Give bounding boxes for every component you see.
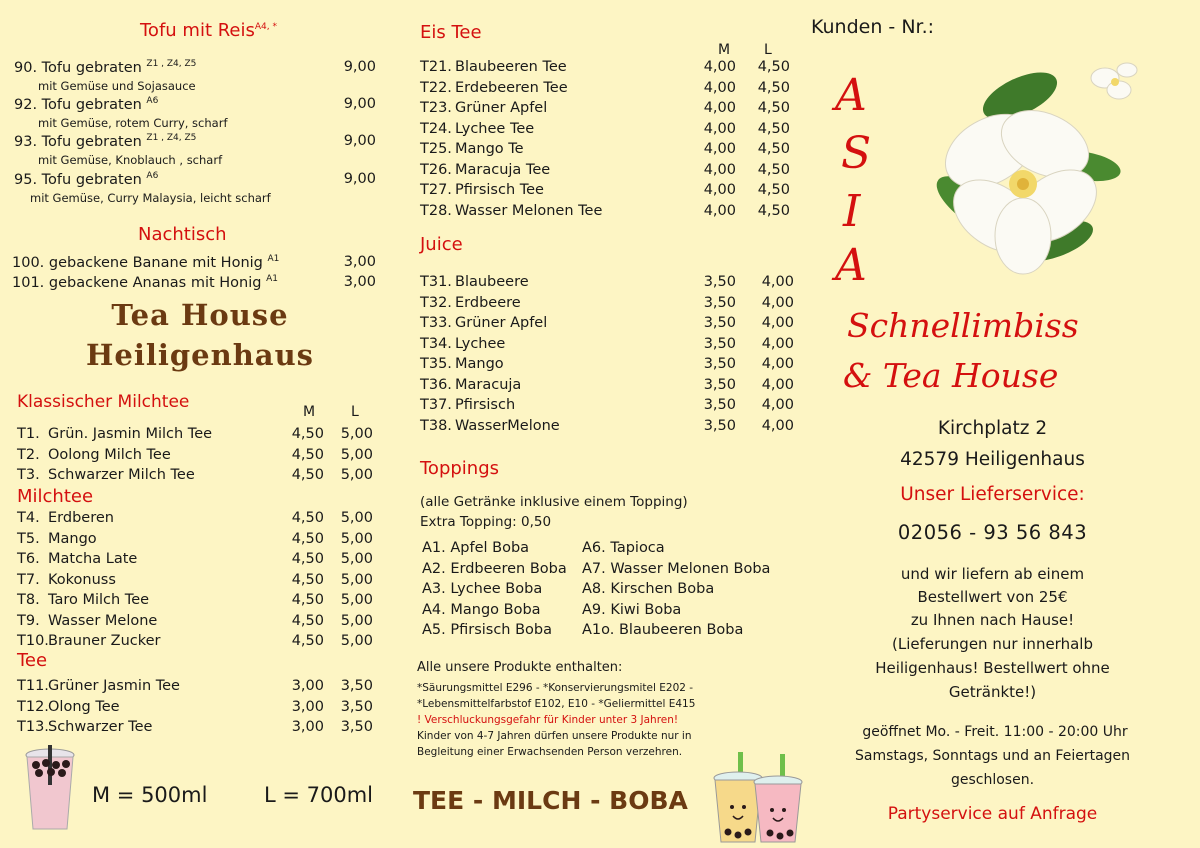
item-code: T32.	[420, 294, 452, 311]
price-m: 3,00	[291, 698, 324, 715]
topping-item: A3. Lychee Boba	[422, 581, 543, 597]
item-code: T13.	[17, 719, 49, 735]
price-m: 3,50	[703, 376, 736, 393]
item-code: T11.	[17, 678, 49, 694]
asia-letter: I	[843, 186, 861, 237]
delivery-text: zu Ihnen nach Hause!	[910, 611, 1075, 629]
item-code: T21.	[420, 59, 452, 75]
ingredients-line: Kinder von 4-7 Jahren dürfen unsere Produkte nur in	[417, 730, 692, 742]
item-code: T38.	[420, 417, 452, 434]
price-l: 3,50	[340, 698, 373, 715]
price-m: 4,50	[291, 592, 324, 608]
price-l: 5,00	[340, 530, 373, 547]
price-l: 4,00	[761, 376, 794, 393]
teahouse-title: & Tea House	[843, 356, 1059, 395]
item-code: T5.	[17, 530, 40, 547]
size-l-label: L = 700ml	[264, 783, 374, 807]
item-desc: mit Gemüse, Curry Malaysia, leicht scharf	[30, 191, 271, 205]
item-price: 9,00	[343, 59, 376, 75]
party-service: Partyservice auf Anfrage	[887, 804, 1098, 824]
item-name: Kokonuss	[48, 571, 116, 588]
delivery-text: Bestellwert von 25€	[917, 588, 1068, 606]
item-price: 3,00	[343, 274, 376, 290]
topping-item: A6. Tapioca	[582, 540, 665, 556]
item-price: 9,00	[343, 96, 376, 112]
opening-hours: geöffnet Mo. - Freit. 11:00 - 20:00 Uhr	[862, 724, 1128, 740]
toppings-title: Toppings	[420, 458, 500, 479]
price-m: 4,50	[291, 530, 324, 547]
price-m: 4,50	[291, 467, 324, 483]
item-code: T25.	[420, 141, 452, 157]
col-l-header: L	[351, 404, 359, 420]
item-name: Maracuja Tee	[455, 161, 551, 178]
item-name: Erdebeeren Tee	[455, 79, 568, 96]
item-desc: mit Gemüse und Sojasauce	[38, 79, 196, 93]
delivery-text: Getränkte!)	[948, 683, 1037, 701]
item-name: Blaubeere	[455, 274, 529, 290]
address-city: 42579 Heiligenhaus	[900, 449, 1085, 470]
item-name: Lychee	[455, 335, 506, 352]
item-name: Grün. Jasmin Milch Tee	[48, 426, 213, 442]
toppings-note: (alle Getränke inklusive einem Topping)	[420, 494, 688, 510]
col-m-header: M	[303, 404, 316, 420]
price-m: 4,50	[291, 426, 324, 442]
price-l: 4,50	[757, 202, 790, 219]
item-name: Schwarzer Milch Tee	[48, 467, 195, 483]
phone-number: 02056 - 93 56 843	[897, 521, 1088, 544]
boba-drinks-icon	[708, 752, 806, 846]
price-l: 3,50	[340, 719, 373, 735]
flower-icon	[905, 56, 1145, 286]
price-l: 4,50	[757, 182, 790, 198]
address-street: Kirchplatz 2	[937, 418, 1048, 439]
price-m: 3,50	[703, 335, 736, 352]
item-name: Blaubeeren Tee	[455, 59, 567, 75]
teahouse-heading: Tea House	[111, 298, 289, 332]
price-m: 3,50	[703, 356, 736, 372]
milchtee-title: Milchtee	[17, 486, 94, 507]
price-l: 5,00	[340, 551, 373, 567]
item-code: T24.	[420, 120, 452, 137]
price-m: 3,50	[703, 417, 736, 434]
item-name: Matcha Late	[48, 551, 138, 567]
item-name: Mango	[48, 530, 97, 547]
item-code: T27.	[420, 182, 452, 198]
item-name: Grüner Apfel	[455, 315, 548, 331]
topping-item: A5. Pfirsisch Boba	[422, 622, 553, 638]
item-name: Wasser Melonen Tee	[455, 202, 603, 219]
item-name: Erdbeere	[455, 294, 521, 311]
item-name: Taro Milch Tee	[48, 592, 150, 608]
price-l: 4,00	[761, 315, 794, 331]
item-code: T33.	[420, 315, 452, 331]
menu-item: 90. Tofu gebraten $^{Z1 , Z4, Z5}$	[14, 59, 197, 76]
price-l: 5,00	[340, 446, 373, 463]
price-m: 3,50	[703, 315, 736, 331]
item-name: Olong Tee	[48, 698, 120, 715]
item-code: T4.	[17, 510, 40, 526]
ingredients-line: Begleitung einer Erwachsenden Person verzehren.	[417, 746, 683, 758]
choking-warning: ! Verschluckungsgefahr für Kinder unter 3 Jahren!	[417, 714, 679, 726]
item-code: T35.	[420, 356, 452, 372]
schnellimbiss-title: Schnellimbiss	[847, 306, 1079, 345]
topping-item: A4. Mango Boba	[422, 601, 541, 618]
item-price: 3,00	[343, 254, 376, 270]
item-code: T26.	[420, 161, 452, 178]
opening-hours: geschlosen.	[950, 772, 1035, 788]
item-code: T28.	[420, 202, 452, 219]
price-l: 4,00	[761, 356, 794, 372]
price-m: 4,50	[291, 571, 324, 588]
item-name: Maracuja	[455, 376, 522, 393]
price-m: 4,50	[291, 446, 324, 463]
ingredients-line: *Lebensmittelfarbstof E102, E10 - *Geliermittel E415	[417, 698, 696, 710]
item-code: T36.	[420, 376, 452, 393]
price-l: 4,50	[757, 120, 790, 137]
price-l: 5,00	[340, 426, 373, 442]
item-name: Lychee Tee	[455, 120, 535, 137]
delivery-text: Heiligenhaus! Bestellwert ohne	[875, 659, 1110, 677]
customer-number-label: Kunden - Nr.:	[811, 16, 935, 38]
klassisch-title: Klassischer Milchtee	[17, 392, 190, 412]
item-name: Oolong Milch Tee	[48, 446, 171, 463]
juice-title: Juice	[420, 234, 463, 255]
ingredients-line: *Säurungsmittel E296 - *Konservierungsmitel E202 -	[417, 682, 694, 694]
price-m: 3,00	[291, 719, 324, 735]
topping-item: A1o. Blaubeeren Boba	[582, 622, 744, 638]
col-m-header: M	[718, 42, 731, 58]
item-code: T7.	[17, 571, 40, 588]
item-name: Grüner Apfel	[455, 100, 548, 116]
price-l: 5,00	[340, 612, 373, 629]
col-l-header: L	[764, 42, 772, 58]
item-name: Pfirsisch Tee	[455, 182, 544, 198]
item-price: 9,00	[343, 171, 376, 187]
item-code: T2.	[17, 446, 40, 463]
price-m: 3,00	[291, 678, 324, 694]
item-desc: mit Gemüse, Knoblauch , scharf	[38, 153, 223, 167]
menu-item: 95. Tofu gebraten $^{A6}$	[14, 171, 159, 188]
price-l: 5,00	[340, 633, 373, 649]
item-name: Erdberen	[48, 510, 114, 526]
price-m: 4,00	[703, 59, 736, 75]
item-code: T10.	[17, 633, 49, 649]
item-code: T1.	[17, 426, 40, 442]
price-m: 4,50	[291, 633, 324, 649]
menu-item: 100. gebackene Banane mit Honig $^{A1}$	[12, 254, 280, 271]
item-name: Grüner Jasmin Tee	[48, 678, 180, 694]
item-code: T3.	[17, 467, 40, 483]
item-name: Schwarzer Tee	[48, 719, 153, 735]
item-price: 9,00	[343, 133, 376, 149]
price-l: 3,50	[340, 678, 373, 694]
item-name: WasserMelone	[455, 417, 560, 434]
delivery-text: und wir liefern ab einem	[900, 565, 1085, 583]
item-code: T6.	[17, 551, 40, 567]
menu-column-left	[0, 0, 400, 848]
menu-item: 93. Tofu gebraten $^{Z1 , Z4, Z5}$	[14, 133, 197, 150]
item-code: T34.	[420, 335, 452, 352]
asia-letter: A	[835, 70, 867, 121]
item-code: T9.	[17, 612, 40, 629]
tofu-title: Tofu mit Reis$^{A4, *}$	[140, 20, 277, 41]
opening-hours: Samstags, Sonntags und an Feiertagen	[854, 748, 1131, 764]
price-m: 4,50	[291, 612, 324, 629]
slogan: TEE - MILCH - BOBA	[413, 786, 688, 815]
price-l: 5,00	[340, 571, 373, 588]
price-l: 4,50	[757, 59, 790, 75]
item-code: T8.	[17, 592, 40, 608]
price-l: 5,00	[340, 592, 373, 608]
nachtisch-title: Nachtisch	[138, 224, 227, 245]
price-l: 4,50	[757, 100, 790, 116]
price-l: 5,00	[340, 467, 373, 483]
price-l: 5,00	[340, 510, 373, 526]
boba-cup-icon	[24, 745, 76, 833]
item-code: T12.	[17, 698, 49, 715]
topping-item: A7. Wasser Melonen Boba	[582, 560, 771, 577]
price-l: 4,50	[757, 161, 790, 178]
price-m: 3,50	[703, 294, 736, 311]
price-m: 4,00	[703, 100, 736, 116]
item-code: T37.	[420, 397, 452, 413]
asia-letter: A	[835, 240, 867, 291]
price-m: 4,50	[291, 510, 324, 526]
price-m: 3,50	[703, 274, 736, 290]
price-l: 4,00	[761, 417, 794, 434]
topping-item: A8. Kirschen Boba	[582, 581, 715, 597]
price-m: 3,50	[703, 397, 736, 413]
price-l: 4,00	[761, 294, 794, 311]
delivery-title: Unser Lieferservice:	[900, 484, 1085, 505]
item-code: T22.	[420, 79, 452, 96]
price-m: 4,00	[703, 79, 736, 96]
menu-item: 92. Tofu gebraten $^{A6}$	[14, 96, 159, 113]
topping-item: A9. Kiwi Boba	[582, 601, 682, 618]
price-l: 4,00	[761, 274, 794, 290]
item-name: Wasser Melone	[48, 612, 158, 629]
price-l: 4,50	[757, 79, 790, 96]
extra-topping-price: Extra Topping: 0,50	[420, 514, 552, 530]
price-m: 4,00	[703, 120, 736, 137]
price-m: 4,00	[703, 141, 736, 157]
price-l: 4,50	[757, 141, 790, 157]
tee-title: Tee	[17, 650, 48, 671]
item-name: Brauner Zucker	[48, 633, 161, 649]
info-column-right	[805, 0, 1200, 848]
item-name: Mango	[455, 356, 504, 372]
eistee-title: Eis Tee	[420, 22, 482, 43]
menu-item: 101. gebackene Ananas mit Honig $^{A1}$	[12, 274, 278, 291]
price-m: 4,50	[291, 551, 324, 567]
topping-item: A2. Erdbeeren Boba	[422, 560, 567, 577]
teahouse-heading-sub: Heiligenhaus	[86, 338, 314, 372]
item-name: Mango Te	[455, 141, 524, 157]
delivery-text: (Lieferungen nur innerhalb	[892, 635, 1093, 653]
item-code: T31.	[420, 274, 452, 290]
price-m: 4,00	[703, 182, 736, 198]
price-m: 4,00	[703, 202, 736, 219]
topping-item: A1. Apfel Boba	[422, 540, 530, 556]
price-l: 4,00	[761, 335, 794, 352]
price-m: 4,00	[703, 161, 736, 178]
item-name: Pfirsisch	[455, 397, 516, 413]
item-code: T23.	[420, 100, 452, 116]
asia-letter: S	[841, 128, 872, 179]
item-desc: mit Gemüse, rotem Curry, scharf	[38, 116, 228, 130]
size-m-label: M = 500ml	[92, 783, 208, 807]
ingredients-heading: Alle unsere Produkte enthalten:	[417, 660, 623, 675]
price-l: 4,00	[761, 397, 794, 413]
